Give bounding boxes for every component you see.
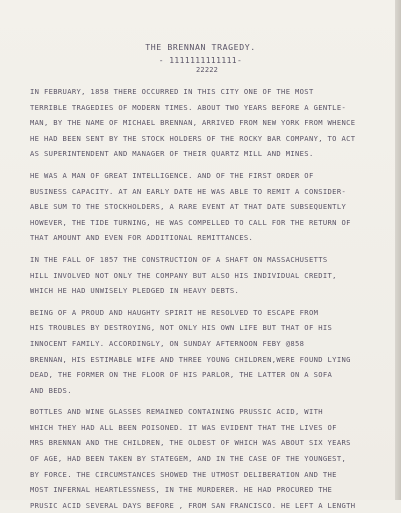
text-line: BUSINESS CAPACITY. AT AN EARLY DATE HE WAS ABLE TO REMIT A CONSIDER- (30, 186, 347, 196)
text-line: AS SUPERINTENDENT AND MANAGER OF THEIR QUARTZ MILL AND MINES. (30, 149, 314, 159)
text-line: HILL INVOLVED NOT ONLY THE COMPANY BUT ALSO HIS INDIVIDUAL CREDIT, (30, 270, 337, 280)
overtyped-mark: 22222 (196, 66, 219, 74)
text-line: IN THE FALL OF 1857 THE CONSTRUCTION OF A SHAFT ON MASSACHUSETTS (30, 254, 328, 264)
paragraph (30, 168, 378, 246)
text-line: IN FEBRUARY, 1858 THERE OCCURRED IN THIS CITY ONE OF THE MOST (30, 87, 314, 96)
document-title: THE BRENNAN TRAGEDY. (145, 42, 256, 52)
text-line: BOTTLES AND WINE GLASSES REMAINED CONTAINING PRUSSIC ACID, WITH (30, 407, 323, 417)
text-line: MAN, BY THE NAME OF MICHAEL BRENNAN, ARRIVED FROM NEW YORK FROM WHENCE (30, 118, 356, 128)
paragraph (30, 305, 378, 399)
document-body (30, 84, 378, 513)
text-line: MOST INFERNAL HEARTLESSNESS, IN THE MURDERER. HE HAD PROCURED THE (30, 485, 333, 495)
text-line: BEING OF A PROUD AND HAUGHTY SPIRIT HE RESOLVED TO ESCAPE FROM (30, 307, 319, 317)
page-edge-shadow (395, 0, 401, 500)
paragraph (30, 84, 378, 162)
text-line: PRUSIC ACID SEVERAL DAYS BEFORE , FROM SAN FRANCISCO. HE LEFT A LENGTH (30, 500, 356, 510)
text-line: HE HAD BEEN SENT BY THE STOCK HOLDERS OF THE ROCKY BAR COMPANY, TO ACT (30, 133, 356, 143)
text-line: HOWEVER, THE TIDE TURNING, HE WAS COMPELLED TO CALL FOR THE RETURN OF (30, 217, 351, 227)
text-line: BRENNAN, HIS ESTIMABLE WIFE AND THREE YOUNG CHILDREN,WERE FOUND LYING (30, 354, 351, 364)
paragraph (30, 252, 378, 299)
text-line: ABLE SUM TO THE STOCKHOLDERS, A RARE EVENT AT THAT DATE SUBSEQUENTLY (30, 202, 347, 212)
text-line: THAT AMOUNT AND EVEN FOR ADDITIONAL REMITTANCES. (30, 233, 254, 243)
text-line: HE WAS A MAN OF GREAT INTELLIGENCE. AND OF THE FIRST ORDER OF (30, 170, 314, 180)
text-line: DEAD, THE FORMER ON THE FLOOR OF HIS PARLOR, THE LATTER ON A SOFA (30, 370, 333, 380)
text-line: HIS TROUBLES BY DESTROYING, NOT ONLY HIS OWN LIFE BUT THAT OF HIS (30, 323, 333, 333)
text-line: INNOCENT FAMILY. ACCORDINGLY, ON SUNDAY AFTERNOON FEBY @858 (30, 338, 305, 348)
text-line: TERRIBLE TRAGEDIES OF MODERN TIMES. ABOUT TWO YEARS BEFORE A GENTLE- (30, 102, 347, 112)
text-line: WHICH THEY HAD ALL BEEN POISONED. IT WAS EVIDENT THAT THE LIVES OF (30, 422, 337, 432)
text-line: OF AGE, HAD BEEN TAKEN BY STATEGEM, AND IN THE CASE OF THE YOUNGEST, (30, 454, 347, 464)
paragraph (30, 404, 378, 513)
text-line: BY FORCE. THE CIRCUMSTANCES SHOWED THE UTMOST DELIBERATION AND THE (30, 469, 337, 479)
text-line: WHICH HE HAD UNWISELY PLEDGED IN HEAVY DEBTS. (30, 286, 240, 296)
title-underline-rule: - 1111111111111- (158, 56, 243, 65)
text-line: MRS BRENNAN AND THE CHILDREN, THE OLDEST OF WHICH WAS ABOUT SIX YEARS (30, 438, 351, 448)
text-line: AND BEDS. (30, 385, 72, 395)
